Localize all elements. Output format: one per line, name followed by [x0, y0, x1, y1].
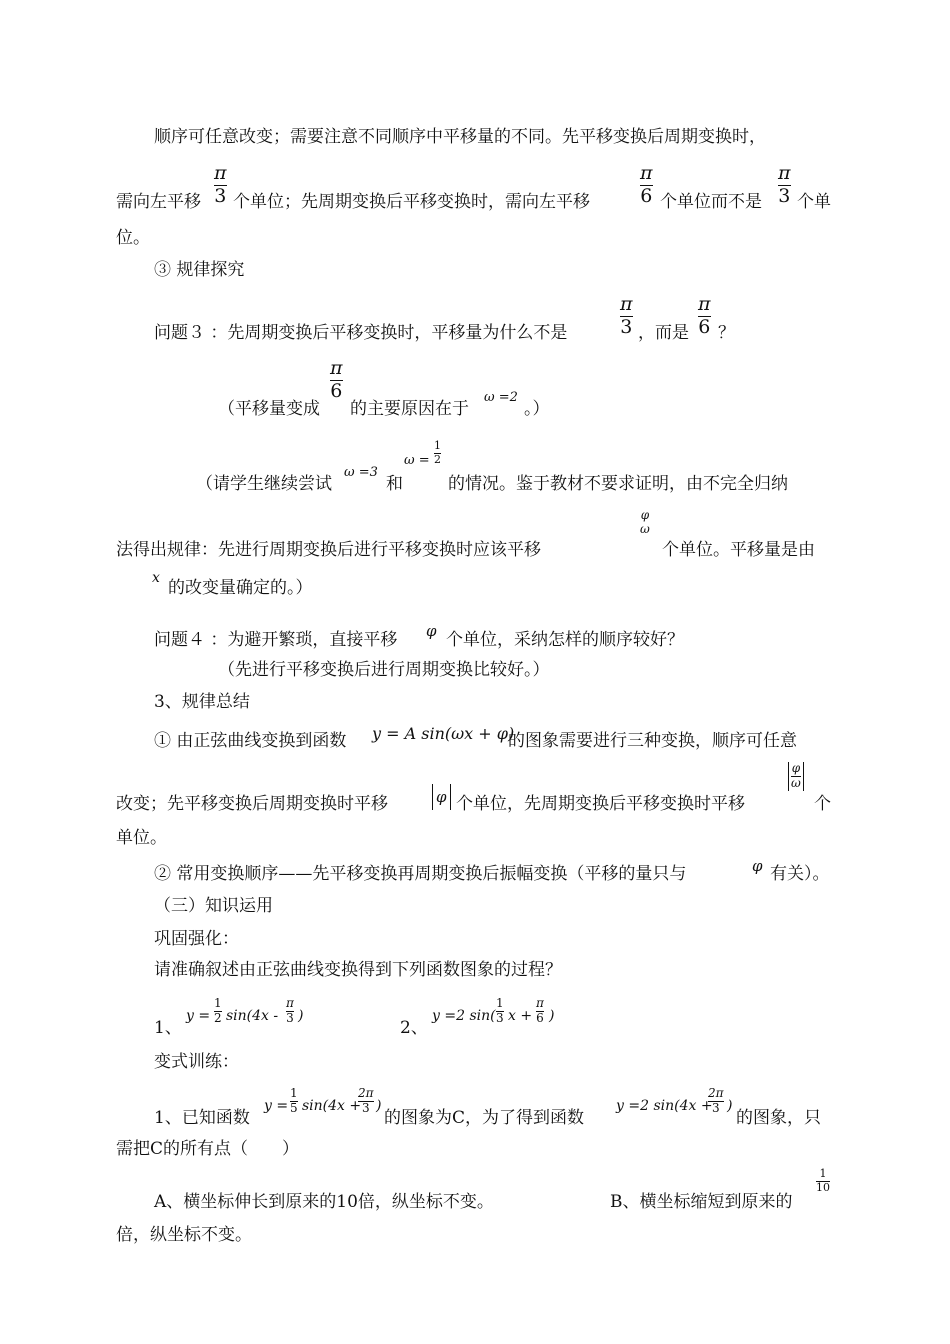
text-segment: 需向左平移	[116, 192, 201, 212]
formula-text: y =2 sin(4x +	[616, 1098, 713, 1114]
fraction-pi-over-6: $\frac{\pi}{6}$	[640, 162, 653, 207]
question-3: 问题３ ：先周期变换后平移变换时，平移量为什么不是	[154, 323, 568, 343]
fraction-one-half: $\frac{1}{2}$	[214, 996, 222, 1025]
paragraph-line: ① 由正弦曲线变换到函数	[154, 731, 347, 751]
text-segment: ，而是	[638, 323, 689, 343]
fraction-pi-over-3: $\frac{\pi}{3}$	[778, 162, 791, 207]
formula-text: sin(4x +	[302, 1098, 362, 1114]
text-segment: 。）	[524, 399, 550, 419]
formula-text: x +	[508, 1008, 533, 1024]
abs-phi: φ	[432, 784, 451, 810]
section-heading: 3、规律总结	[154, 692, 250, 712]
text-segment: 个单位。平移量是由	[662, 540, 815, 560]
option-b: B、横坐标缩短到原来的	[610, 1192, 793, 1212]
paragraph-line: 法得出规律：先进行周期变换后进行平移变换时应该平移	[116, 540, 541, 560]
text-segment: 个	[814, 794, 831, 814]
text-segment: 的改变量确定的。）	[168, 578, 313, 598]
paragraph-line: 个单位而不是	[660, 192, 762, 212]
paragraph-line: ② 常用变换顺序——先平移变换再周期变换后振幅变换（平移的量只与	[154, 864, 687, 884]
fraction-2pi-over-3: $\frac{2\pi}{3}$	[708, 1086, 724, 1115]
formula-text: y =	[264, 1098, 289, 1114]
section-heading: 变式训练：	[154, 1052, 239, 1072]
paragraph-line: 请准确叙述由正弦曲线变换得到下列函数图象的过程？	[154, 960, 562, 980]
section-heading: ③ 规律探究	[154, 260, 245, 280]
fraction-one-fifth: $\frac{1}{5}$	[290, 1086, 298, 1115]
paragraph-line: 个单	[797, 192, 831, 212]
fraction-pi-over-6: $\frac{\pi}{6}$	[698, 293, 711, 338]
text-segment: 的主要原因在于	[350, 399, 469, 419]
answer-4: （先进行平移变换后进行周期变换比较好。）	[218, 660, 550, 680]
option-a: A、横坐标伸长到原来的10倍，纵坐标不变。	[154, 1192, 494, 1212]
paragraph-line: 倍，纵坐标不变。	[116, 1225, 252, 1245]
text-segment: 个单位，先周期变换后平移变换时平移	[456, 794, 745, 814]
formula-text: sin(4x -	[226, 1008, 279, 1024]
exercise-label: 1、	[154, 1018, 182, 1038]
fraction-one-tenth: $\frac{1}{10}$	[816, 1167, 830, 1194]
formula-text: )	[298, 1008, 304, 1024]
exercise-label: 2、	[400, 1018, 428, 1038]
text-segment: 和	[386, 474, 403, 494]
fraction-pi-over-3: $\frac{\pi}{3}$	[286, 996, 294, 1025]
text-segment: 的情况。鉴于教材不要求证明，由不完全归纳	[448, 474, 788, 494]
phi-symbol: φ	[752, 857, 763, 875]
text-segment: 个单位，采纳怎样的顺序较好？	[446, 630, 684, 650]
paragraph-line: 1、已知函数	[154, 1108, 250, 1128]
fraction-one-third: $\frac{1}{3}$	[496, 996, 504, 1025]
fraction-one-half: $\frac{1}{2}$	[434, 439, 441, 466]
text-segment: 的图象为C，为了得到函数	[384, 1108, 585, 1128]
paragraph-line: （请学生继续尝试	[196, 474, 332, 494]
paragraph-line: 个单位；先周期变换后平移变换时，需向左平移	[233, 192, 590, 212]
paragraph-line: 需把C的所有点（ ）	[116, 1139, 300, 1159]
fraction-2pi-over-3: $\frac{2\pi}{3}$	[358, 1086, 374, 1115]
section-heading: （三）知识运用	[154, 896, 273, 916]
text-segment: 有关）。	[770, 864, 830, 884]
phi-symbol: φ	[426, 622, 437, 640]
omega-equals-2: ω =2	[484, 390, 518, 405]
answer-3: （平移量变成	[218, 399, 320, 419]
abs-phi-over-omega: $\frac{\varphi}{\omega}$	[788, 762, 804, 791]
paragraph-line: 顺序可任意改变；需要注意不同顺序中平移量的不同。先平移变换后周期变换时，	[154, 127, 766, 147]
fraction-pi-over-3: $\frac{\pi}{3}$	[214, 162, 227, 207]
paragraph-line: 位。	[116, 228, 150, 248]
fraction-pi-over-3: $\frac{\pi}{3}$	[620, 293, 633, 338]
paragraph-line: 改变；先平移变换后周期变换时平移	[116, 794, 388, 814]
question-4: 问题４ ：为避开繁琐，直接平移	[154, 630, 398, 650]
formula-text: y =	[186, 1008, 211, 1024]
formula-text: )	[727, 1098, 733, 1114]
formula-text: y =2 sin(	[432, 1008, 496, 1024]
fraction-pi-over-6: $\frac{\pi}{6}$	[536, 996, 544, 1025]
formula-text: )	[549, 1008, 555, 1024]
paragraph-line	[116, 190, 201, 214]
paragraph-line: 巩固强化：	[154, 929, 239, 949]
text-segment: 的图象需要进行三种变换，顺序可任意	[508, 731, 797, 751]
fraction-phi-over-omega: φ ω	[640, 508, 650, 536]
fraction-pi-over-6: $\frac{\pi}{6}$	[330, 357, 343, 402]
formula-text: )	[376, 1098, 382, 1114]
text-segment: ？	[718, 323, 735, 343]
text-segment: 的图象，只	[736, 1108, 821, 1128]
paragraph-line: 单位。	[116, 828, 167, 848]
omega-equals-3: ω =3	[344, 465, 378, 480]
formula-y-Asin: y = A sin(ωx + φ)	[372, 724, 515, 743]
variable-x: x	[152, 570, 160, 586]
omega-equals-half: ω =	[404, 453, 430, 468]
